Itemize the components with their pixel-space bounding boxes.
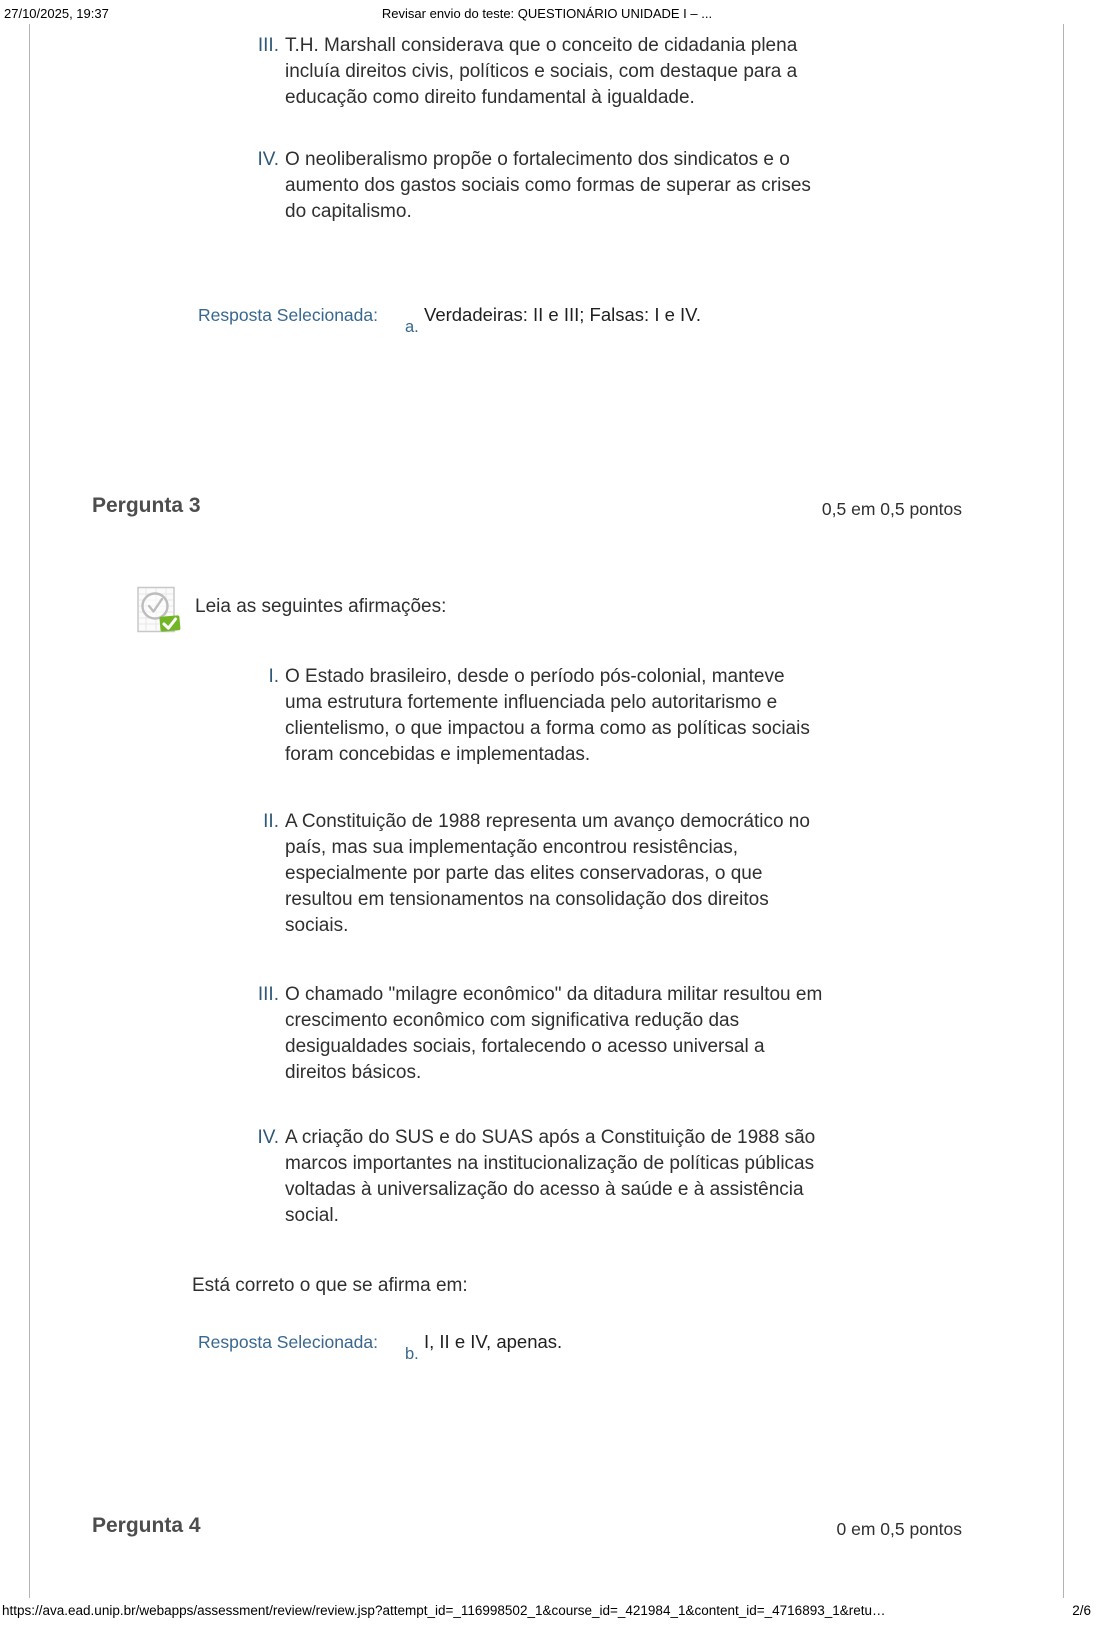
print-page-number: 2/6 <box>1072 1603 1091 1618</box>
graded-question-icon <box>136 586 182 634</box>
selected-answer-label: Resposta Selecionada: <box>198 305 378 325</box>
statement-item-q3-ii <box>92 809 823 939</box>
question3-title: Pergunta 3 <box>92 494 201 517</box>
question4-points: 0 em 0,5 pontos <box>836 1519 962 1539</box>
question4-header-row <box>92 1514 962 1540</box>
statement-text: T.H. Marshall considerava que o conceito de cidadania plena incluía direitos civis, políticos e sociais, com destaque para a educação como direito fundamental à igualdade. <box>285 35 798 108</box>
question3-closing: Está correto o que se afirma em: <box>192 1275 468 1296</box>
statement-text: A Constituição de 1988 representa um avanço democrático no país, mas sua implementação encontrou resistências, especialmente por parte das elites conservadoras, o que resultou em tensionamentos na consolidação dos direitos sociais. <box>285 811 810 936</box>
statement-text: O Estado brasileiro, desde o período pós-colonial, manteve uma estrutura fortemente influenciada pelo autoritarismo e clientelismo, o que impactou a forma como as políticas sociais foram concebidas e implementadas. <box>285 666 810 765</box>
print-datetime: 27/10/2025, 19:37 <box>4 6 109 21</box>
statement-numeral: I. <box>268 666 279 687</box>
print-footer <box>0 1603 1094 1621</box>
statement-item-q2-iv <box>92 147 823 225</box>
statement-text: O neoliberalismo propõe o fortalecimento dos sindicatos e o aumento dos gastos sociais como formas de superar as crises do capitalismo. <box>285 149 811 222</box>
statement-item-q3-iv <box>92 1125 823 1229</box>
print-header <box>0 6 1094 24</box>
selected-answer-text: I, II e IV, apenas. <box>424 1331 563 1352</box>
question3-points: 0,5 em 0,5 pontos <box>821 499 962 519</box>
question3-prompt: Leia as seguintes afirmações: <box>195 596 447 617</box>
selected-answer-label: Resposta Selecionada: <box>198 1332 378 1352</box>
statement-item-q2-iii <box>92 33 823 111</box>
selected-answer-row-q3 <box>0 1332 1094 1372</box>
selected-answer-letter: b. <box>405 1345 419 1363</box>
statement-item-q3-i <box>92 664 823 768</box>
statement-item-q3-iii <box>92 982 823 1086</box>
statement-numeral: IV. <box>257 149 279 170</box>
statement-numeral: III. <box>257 984 279 1005</box>
print-footer-url: https://ava.ead.unip.br/webapps/assessment/review/review.jsp?attempt_id=_116998502_1&course_id=_421984_1&content_id=_4716893_1&retu… <box>2 1603 886 1618</box>
statement-numeral: IV. <box>257 1127 279 1148</box>
page-title: Revisar envio do teste: QUESTIONÁRIO UNIDADE I – ... <box>381 6 713 21</box>
selected-answer-row-q2 <box>0 305 1094 345</box>
statement-numeral: II. <box>263 811 279 832</box>
statement-numeral: III. <box>257 35 279 56</box>
statement-text: O chamado "milagre econômico" da ditadura militar resultou em crescimento econômico com significativa redução das desigualdades sociais, fortalecendo o acesso universal a direitos básicos. <box>285 984 823 1083</box>
selected-answer-text: Verdadeiras: II e III; Falsas: I e IV. <box>424 304 701 325</box>
question3-header-row <box>92 494 962 520</box>
question4-title: Pergunta 4 <box>92 1514 201 1537</box>
selected-answer-letter: a. <box>405 318 419 336</box>
statement-text: A criação do SUS e do SUAS após a Constituição de 1988 são marcos importantes na institucionalização de políticas públicas voltadas à universalização do acesso à saúde e à assistência social. <box>285 1127 816 1226</box>
